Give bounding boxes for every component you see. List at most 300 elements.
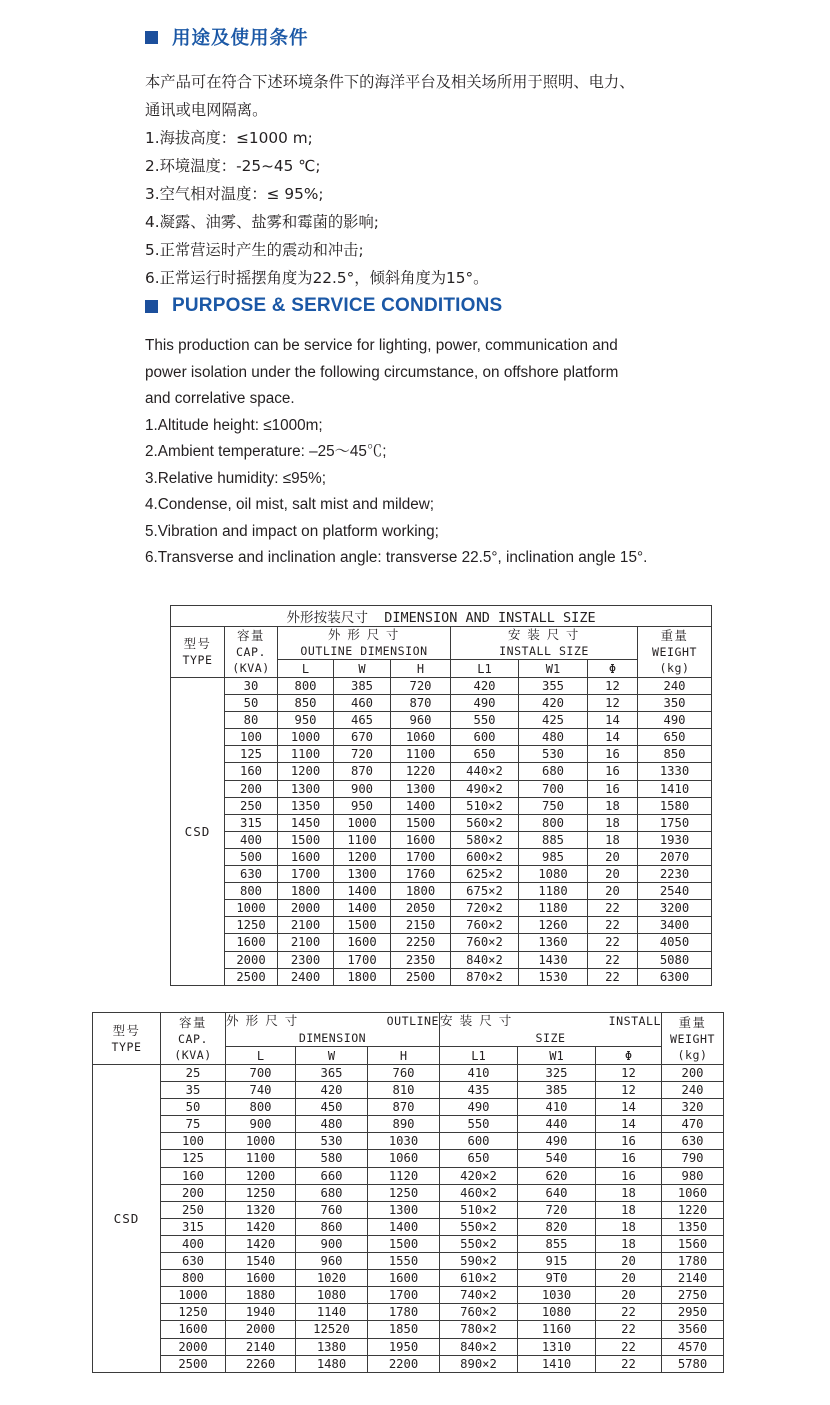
cell-capacity: 50 [225,695,278,712]
cell-w1: 1080 [518,1304,596,1321]
table-row [171,780,712,797]
cell-w: 720 [334,746,391,763]
header-install-cn: 安 装 尺 寸 [440,1013,513,1028]
cell-phi: 20 [596,1253,662,1270]
cell-l1: 435 [440,1082,518,1099]
cell-w: 900 [296,1235,368,1252]
cell-l: 1200 [226,1167,296,1184]
cell-weight: 3200 [638,900,712,917]
cell-w: 1700 [334,951,391,968]
cell-w1: 1310 [518,1338,596,1355]
subheader-h: H [391,660,451,678]
cell-l1: 490 [451,695,519,712]
cell-h: 1780 [368,1304,440,1321]
cell-weight: 1350 [662,1218,724,1235]
cell-l1: 550 [440,1116,518,1133]
cell-capacity: 125 [225,746,278,763]
cell-h: 1250 [368,1184,440,1201]
list-item: 6.正常运行时摇摆角度为22.5°，倾斜角度为15°。 [145,269,489,287]
cell-phi: 16 [588,763,638,780]
cell-phi: 12 [588,678,638,695]
table-row [171,951,712,968]
list-item: 6.Transverse and inclination angle: transverse 22.5°, inclination angle 15°. [145,549,648,566]
table-row [171,917,712,934]
cell-h: 1550 [368,1253,440,1270]
subheader-w1: W1 [519,660,588,678]
table-row [93,1253,724,1270]
section-purpose-cn [145,24,785,292]
table-row [93,1082,724,1099]
cell-l1: 625×2 [451,866,519,883]
subheader-l: L [226,1047,296,1065]
subheader-phi: Φ [588,660,638,678]
cell-phi: 14 [596,1116,662,1133]
cell-l1: 600 [440,1133,518,1150]
cell-w: 1200 [334,848,391,865]
cell-h: 1400 [391,797,451,814]
cell-capacity: 50 [161,1099,226,1116]
header-type [93,1013,161,1065]
cell-l1: 610×2 [440,1270,518,1287]
cell-l1: 550×2 [440,1235,518,1252]
cell-w: 1000 [334,814,391,831]
header-outline-dimension [278,627,451,660]
cell-l: 950 [278,712,334,729]
cell-l: 1000 [226,1133,296,1150]
cell-phi: 20 [588,883,638,900]
cell-h: 760 [368,1065,440,1082]
cell-w: 420 [296,1082,368,1099]
table-row [93,1167,724,1184]
cell-weight: 1750 [638,814,712,831]
cell-l: 2400 [278,968,334,985]
cell-weight: 320 [662,1099,724,1116]
subheader-l: L [278,660,334,678]
cell-l1: 560×2 [451,814,519,831]
cell-phi: 18 [588,831,638,848]
header-cap-en: CAP. [178,1031,208,1046]
cell-capacity: 2500 [225,968,278,985]
section-body-cn [145,68,785,292]
cell-h: 2350 [391,951,451,968]
cell-phi: 12 [588,695,638,712]
cell-phi: 14 [588,729,638,746]
cell-l1: 440×2 [451,763,519,780]
square-bullet-icon [145,31,158,44]
cell-l1: 760×2 [451,917,519,934]
cell-l: 1300 [278,780,334,797]
cell-l: 900 [226,1116,296,1133]
cell-weight: 5080 [638,951,712,968]
section-heading-cn-text: 用途及使用条件 [172,28,309,49]
cell-weight: 2950 [662,1304,724,1321]
cell-w: 950 [334,797,391,814]
table-row [171,934,712,951]
cell-w1: 530 [519,746,588,763]
cell-l: 1420 [226,1235,296,1252]
cell-capacity: 100 [225,729,278,746]
cell-capacity: 100 [161,1133,226,1150]
cell-w1: 750 [519,797,588,814]
cell-l1: 840×2 [451,951,519,968]
header-outline-en: OUTLINE [386,1014,439,1028]
cell-weight: 1410 [638,780,712,797]
table-header-row [93,1013,724,1047]
cell-w1: 985 [519,848,588,865]
header-outline-dimension [226,1013,440,1047]
cell-w: 1800 [334,968,391,985]
cell-l: 1100 [278,746,334,763]
table-title-cell [171,606,712,627]
cell-w1: 325 [518,1065,596,1082]
cell-l: 1450 [278,814,334,831]
cell-weight: 5780 [662,1355,724,1372]
header-install-size [440,1013,662,1047]
cell-capacity: 160 [161,1167,226,1184]
cell-h: 1600 [391,831,451,848]
cell-w: 12520 [296,1321,368,1338]
cell-phi: 18 [596,1235,662,1252]
header-weight-cn: 重量 [678,1014,707,1030]
list-item: 3.空气相对温度：≤ 95%; [145,185,324,203]
header-cap-cn: 容量 [237,628,265,643]
cell-l: 2300 [278,951,334,968]
cell-h: 1700 [391,848,451,865]
cell-phi: 22 [588,934,638,951]
cell-phi: 20 [596,1270,662,1287]
dimension-install-size-table-1 [170,605,712,986]
cell-weight: 650 [638,729,712,746]
cell-type: CSD [93,1065,161,1373]
cell-h: 1220 [391,763,451,780]
cell-h: 1400 [368,1218,440,1235]
list-item: 5.正常营运时产生的震动和冲击; [145,241,364,259]
cell-l1: 780×2 [440,1321,518,1338]
cell-w: 680 [296,1184,368,1201]
cell-w: 1400 [334,900,391,917]
cell-l: 1600 [226,1270,296,1287]
cell-l1: 840×2 [440,1338,518,1355]
subheader-phi: Φ [596,1047,662,1065]
cell-capacity: 250 [225,797,278,814]
cell-weight: 1220 [662,1201,724,1218]
cell-l: 1420 [226,1218,296,1235]
table-row [171,746,712,763]
cell-l: 2100 [278,934,334,951]
cell-w1: 915 [518,1253,596,1270]
cell-h: 1120 [368,1167,440,1184]
cell-w: 1400 [334,883,391,900]
cell-w1: 1410 [518,1355,596,1372]
cell-h: 2050 [391,900,451,917]
cell-l: 1500 [278,831,334,848]
list-item: 1.海拔高度：≤1000 m; [145,129,313,147]
section-purpose-en [145,295,805,572]
cell-weight: 3560 [662,1321,724,1338]
cell-l: 1540 [226,1253,296,1270]
intro-line: 通讯或电网隔离。 [145,101,268,119]
table-row [93,1201,724,1218]
header-outline-cn: 外 形 尺 寸 [226,1013,299,1028]
table-row [171,678,712,695]
list-item: 4.凝露、油雾、盐雾和霉菌的影响; [145,213,379,231]
cell-l1: 580×2 [451,831,519,848]
cell-w: 1300 [334,866,391,883]
table-row [93,1184,724,1201]
cell-h: 1600 [368,1270,440,1287]
cell-capacity: 35 [161,1082,226,1099]
header-type-en: TYPE [182,653,213,667]
cell-w1: 1260 [519,917,588,934]
header-install-en: INSTALL [608,1014,661,1028]
cell-h: 810 [368,1082,440,1099]
cell-l: 1880 [226,1287,296,1304]
cell-h: 1060 [368,1150,440,1167]
table-row [171,814,712,831]
dimension-table-1-wrap [170,605,712,986]
cell-w: 1140 [296,1304,368,1321]
cell-weight: 2070 [638,848,712,865]
cell-phi: 18 [596,1201,662,1218]
header-weight-cn: 重量 [660,628,689,643]
cell-capacity: 1250 [161,1304,226,1321]
cell-h: 2150 [391,917,451,934]
cell-capacity: 2000 [225,951,278,968]
cell-w1: 1160 [518,1321,596,1338]
cell-capacity: 800 [161,1270,226,1287]
table-row [171,866,712,883]
header-type-cn: 型号 [183,636,212,651]
table-row [93,1287,724,1304]
cell-l1: 550 [451,712,519,729]
cell-phi: 16 [596,1150,662,1167]
cell-weight: 240 [638,678,712,695]
cell-weight: 1330 [638,763,712,780]
cell-w1: 385 [518,1082,596,1099]
cell-l1: 870×2 [451,968,519,985]
cell-l1: 650 [440,1150,518,1167]
cell-h: 1500 [368,1235,440,1252]
header-cap-unit: (KVA) [232,661,270,675]
cell-w: 580 [296,1150,368,1167]
section-heading-en [145,295,805,317]
cell-phi: 12 [596,1065,662,1082]
table-row [171,900,712,917]
cell-capacity: 2500 [161,1355,226,1372]
cell-h: 1100 [391,746,451,763]
cell-phi: 12 [596,1082,662,1099]
cell-h: 1700 [368,1287,440,1304]
cell-phi: 16 [588,780,638,797]
cell-phi: 22 [596,1304,662,1321]
cell-l: 800 [226,1099,296,1116]
table-row [171,695,712,712]
cell-w: 385 [334,678,391,695]
cell-l: 740 [226,1082,296,1099]
cell-l: 1250 [226,1184,296,1201]
cell-h: 890 [368,1116,440,1133]
table-title-cn: 外形按装尺寸 [286,610,368,626]
intro-line: 本产品可在符合下述环境条件下的海洋平台及相关场所用于照明、电力、 [145,73,635,91]
cell-l: 2140 [226,1338,296,1355]
cell-weight: 200 [662,1065,724,1082]
cell-capacity: 1000 [161,1287,226,1304]
table-row [171,883,712,900]
cell-w: 1100 [334,831,391,848]
cell-capacity: 125 [161,1150,226,1167]
cell-l: 1700 [278,866,334,883]
cell-capacity: 2000 [161,1338,226,1355]
cell-h: 870 [368,1099,440,1116]
cell-w1: 885 [519,831,588,848]
table-row [93,1150,724,1167]
cell-w: 660 [296,1167,368,1184]
cell-weight: 470 [662,1116,724,1133]
header-outline-en2: DIMENSION [298,1031,367,1045]
cell-h: 1030 [368,1133,440,1150]
cell-l1: 740×2 [440,1287,518,1304]
table-row [93,1355,724,1372]
cell-w1: 1030 [518,1287,596,1304]
cell-w: 365 [296,1065,368,1082]
cell-l: 1940 [226,1304,296,1321]
section-heading-cn [145,24,785,50]
cell-weight: 3400 [638,917,712,934]
cell-capacity: 80 [225,712,278,729]
cell-capacity: 30 [225,678,278,695]
cell-l1: 510×2 [451,797,519,814]
cell-phi: 16 [588,746,638,763]
cell-l1: 675×2 [451,883,519,900]
cell-w1: 425 [519,712,588,729]
cell-w: 960 [296,1253,368,1270]
cell-w1: 440 [518,1116,596,1133]
cell-w1: 9T0 [518,1270,596,1287]
list-item: 2.环境温度：-25~45 ℃; [145,157,321,175]
cell-w: 1080 [296,1287,368,1304]
list-item: 4.Condense, oil mist, salt mist and mildew; [145,496,435,513]
cell-capacity: 1000 [225,900,278,917]
intro-line: This production can be service for lighting, power, communication and [145,337,618,354]
cell-weight: 1060 [662,1184,724,1201]
cell-phi: 18 [588,797,638,814]
cell-weight: 2230 [638,866,712,883]
header-outline-cn: 外 形 尺 寸 [328,627,400,642]
cell-weight: 1930 [638,831,712,848]
cell-phi: 22 [588,951,638,968]
cell-capacity: 500 [225,848,278,865]
cell-w1: 1180 [519,883,588,900]
table-row [171,729,712,746]
header-cap-en: CAP. [236,645,266,659]
square-bullet-icon [145,300,158,313]
header-type-en: TYPE [111,1039,142,1054]
cell-weight: 4570 [662,1338,724,1355]
header-weight-en: WEIGHT [652,645,697,659]
cell-phi: 20 [596,1287,662,1304]
cell-w: 480 [296,1116,368,1133]
cell-w1: 1080 [519,866,588,883]
cell-h: 1850 [368,1321,440,1338]
cell-w1: 700 [519,780,588,797]
cell-weight: 490 [638,712,712,729]
cell-l: 700 [226,1065,296,1082]
cell-h: 2200 [368,1355,440,1372]
cell-h: 720 [391,678,451,695]
cell-phi: 14 [588,712,638,729]
cell-h: 1760 [391,866,451,883]
table-row [93,1270,724,1287]
header-weight-unit: (kg) [677,1047,708,1062]
cell-w: 900 [334,780,391,797]
cell-l1: 600 [451,729,519,746]
header-install-en2: SIZE [535,1031,566,1045]
cell-l1: 890×2 [440,1355,518,1372]
cell-weight: 1580 [638,797,712,814]
cell-capacity: 400 [225,831,278,848]
table-row [93,1304,724,1321]
header-install-en: INSTALL SIZE [499,644,589,658]
cell-phi: 22 [596,1355,662,1372]
cell-l: 1320 [226,1201,296,1218]
cell-h: 1500 [391,814,451,831]
cell-l: 1200 [278,763,334,780]
cell-w: 1480 [296,1355,368,1372]
dimension-install-size-table-2 [92,1012,724,1373]
cell-l1: 650 [451,746,519,763]
cell-l1: 410 [440,1065,518,1082]
cell-l: 2100 [278,917,334,934]
cell-w: 760 [296,1201,368,1218]
cell-l1: 760×2 [451,934,519,951]
header-install-cn: 安 装 尺 寸 [508,627,580,642]
cell-capacity: 1600 [225,934,278,951]
cell-phi: 14 [596,1099,662,1116]
cell-l1: 760×2 [440,1304,518,1321]
cell-w1: 420 [519,695,588,712]
cell-w: 860 [296,1218,368,1235]
cell-phi: 20 [588,866,638,883]
header-weight [638,627,712,678]
cell-l1: 460×2 [440,1184,518,1201]
cell-l: 1600 [278,848,334,865]
header-install-size [451,627,638,660]
cell-l: 850 [278,695,334,712]
cell-capacity: 250 [161,1201,226,1218]
cell-w1: 355 [519,678,588,695]
cell-capacity: 630 [161,1253,226,1270]
cell-w: 1500 [334,917,391,934]
cell-type: CSD [171,678,225,986]
cell-w: 1020 [296,1270,368,1287]
intro-line: power isolation under the following circumstance, on offshore platform [145,363,619,381]
cell-l1: 720×2 [451,900,519,917]
table-row [171,712,712,729]
header-outline-en: OUTLINE DIMENSION [300,644,428,658]
cell-phi: 16 [596,1133,662,1150]
header-capacity [225,627,278,678]
table-title-en: DIMENSION AND INSTALL SIZE [384,610,596,626]
section-body-en [145,333,805,572]
cell-weight: 4050 [638,934,712,951]
cell-weight: 2750 [662,1287,724,1304]
header-cap-cn: 容量 [179,1014,207,1030]
cell-w: 670 [334,729,391,746]
cell-w1: 410 [518,1099,596,1116]
cell-w: 465 [334,712,391,729]
cell-l: 1000 [278,729,334,746]
intro-line: and correlative space. [145,390,295,407]
